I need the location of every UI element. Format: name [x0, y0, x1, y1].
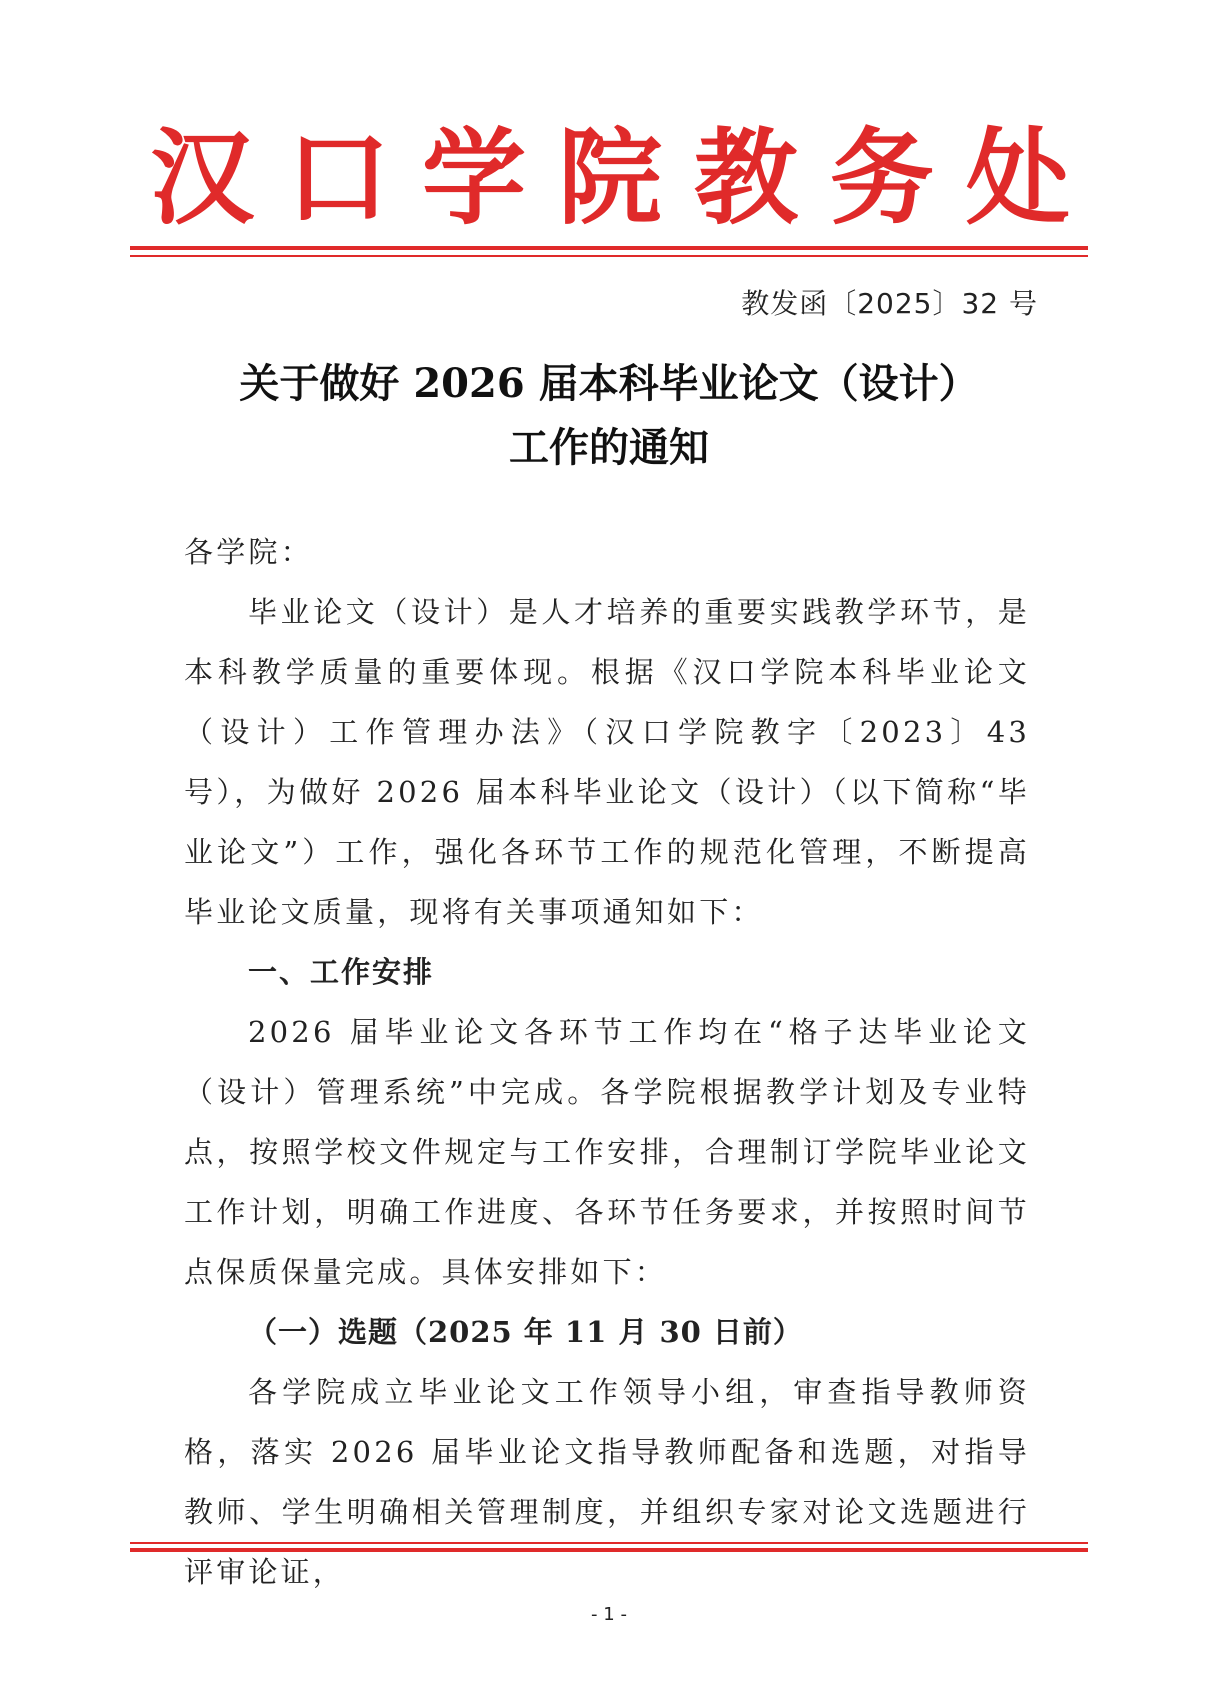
masthead-char: 务	[829, 116, 934, 239]
masthead-char: 院	[557, 116, 662, 239]
footer-rule-thick	[130, 1548, 1088, 1552]
header-rule-thin	[130, 255, 1088, 257]
masthead-char: 口	[285, 116, 390, 239]
masthead-char: 教	[693, 116, 798, 239]
subsection-heading: （一）选题（2025 年 11 月 30 日前）	[248, 1315, 803, 1349]
intro-paragraph: 毕业论文（设计）是人才培养的重要实践教学环节，是本科教学质量的重要体现。根据《汉口学院本科毕业论文（设计）工作管理办法》（汉口学院教字〔2023〕43 号），为做好 2026 届本科毕业论文（设计）（以下简称“毕业论文”）工作，强化各环节工作的规范化管理，不断提高毕业论文质量，现将有关事项通知如下：	[184, 595, 1030, 929]
masthead	[150, 118, 1070, 238]
header-rule-thick	[130, 246, 1088, 250]
document-body	[184, 522, 1030, 1602]
title-line-2: 工作的通知	[509, 424, 709, 471]
document-number: 教发函〔2025〕32 号	[741, 287, 1038, 320]
document-title	[130, 352, 1088, 480]
title-line-1: 关于做好 2026 届本科毕业论文（设计）	[239, 360, 979, 407]
section-paragraph: 2026 届毕业论文各环节工作均在“格子达毕业论文（设计）管理系统”中完成。各学院根据教学计划及专业特点，按照学校文件规定与工作安排，合理制订学院毕业论文工作计划，明确工作进度、各环节任务要求，并按照时间节点保质保量完成。具体安排如下：	[184, 1015, 1030, 1289]
masthead-char: 汉	[150, 116, 255, 239]
masthead-char: 处	[965, 116, 1070, 239]
subsection-paragraph: 各学院成立毕业论文工作领导小组，审查指导教师资格，落实 2026 届毕业论文指导教师配备和选题，对指导教师、学生明确相关管理制度，并组织专家对论文选题进行评审论证，	[184, 1375, 1030, 1589]
page-number: - 1 -	[591, 1604, 627, 1625]
section-heading: 一、工作安排	[248, 955, 435, 989]
footer-rule-thin	[130, 1542, 1088, 1544]
masthead-char: 学	[421, 116, 526, 239]
salutation: 各学院：	[184, 535, 313, 569]
